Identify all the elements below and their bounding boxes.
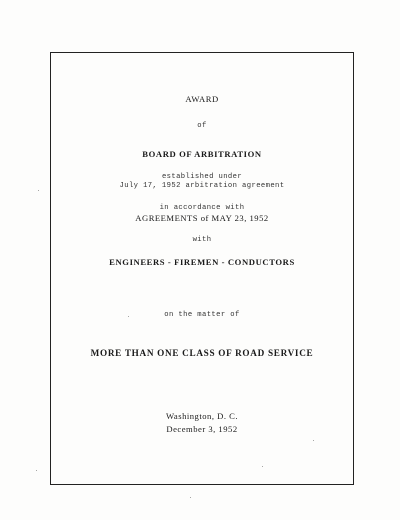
scan-speck — [190, 497, 191, 498]
scan-speck — [38, 190, 39, 191]
board-title: BOARD OF ARBITRATION — [142, 149, 262, 159]
subject-title: MORE THAN ONE CLASS OF ROAD SERVICE — [90, 348, 314, 358]
scan-speck — [36, 470, 37, 471]
arbitration-agreement-text: July 17, 1952 arbitration agreement — [119, 182, 285, 190]
in-accordance-text: in accordance with — [159, 204, 245, 212]
with-label: with — [192, 236, 212, 244]
date-text: December 3, 1952 — [166, 424, 238, 434]
agreements-line — [51, 213, 353, 223]
parties-title: ENGINEERS - FIREMEN - CONDUCTORS — [109, 257, 295, 267]
agreements-date: of MAY 23, 1952 — [198, 213, 269, 223]
place-text: Washington, D. C. — [165, 411, 239, 421]
award-heading: AWARD — [185, 94, 219, 104]
page-border-frame — [50, 52, 354, 485]
on-matter-text: on the matter of — [164, 311, 240, 319]
of-label: of — [197, 122, 207, 130]
established-under-text: established under — [161, 173, 243, 181]
agreements-caps: AGREEMENTS — [135, 213, 199, 223]
